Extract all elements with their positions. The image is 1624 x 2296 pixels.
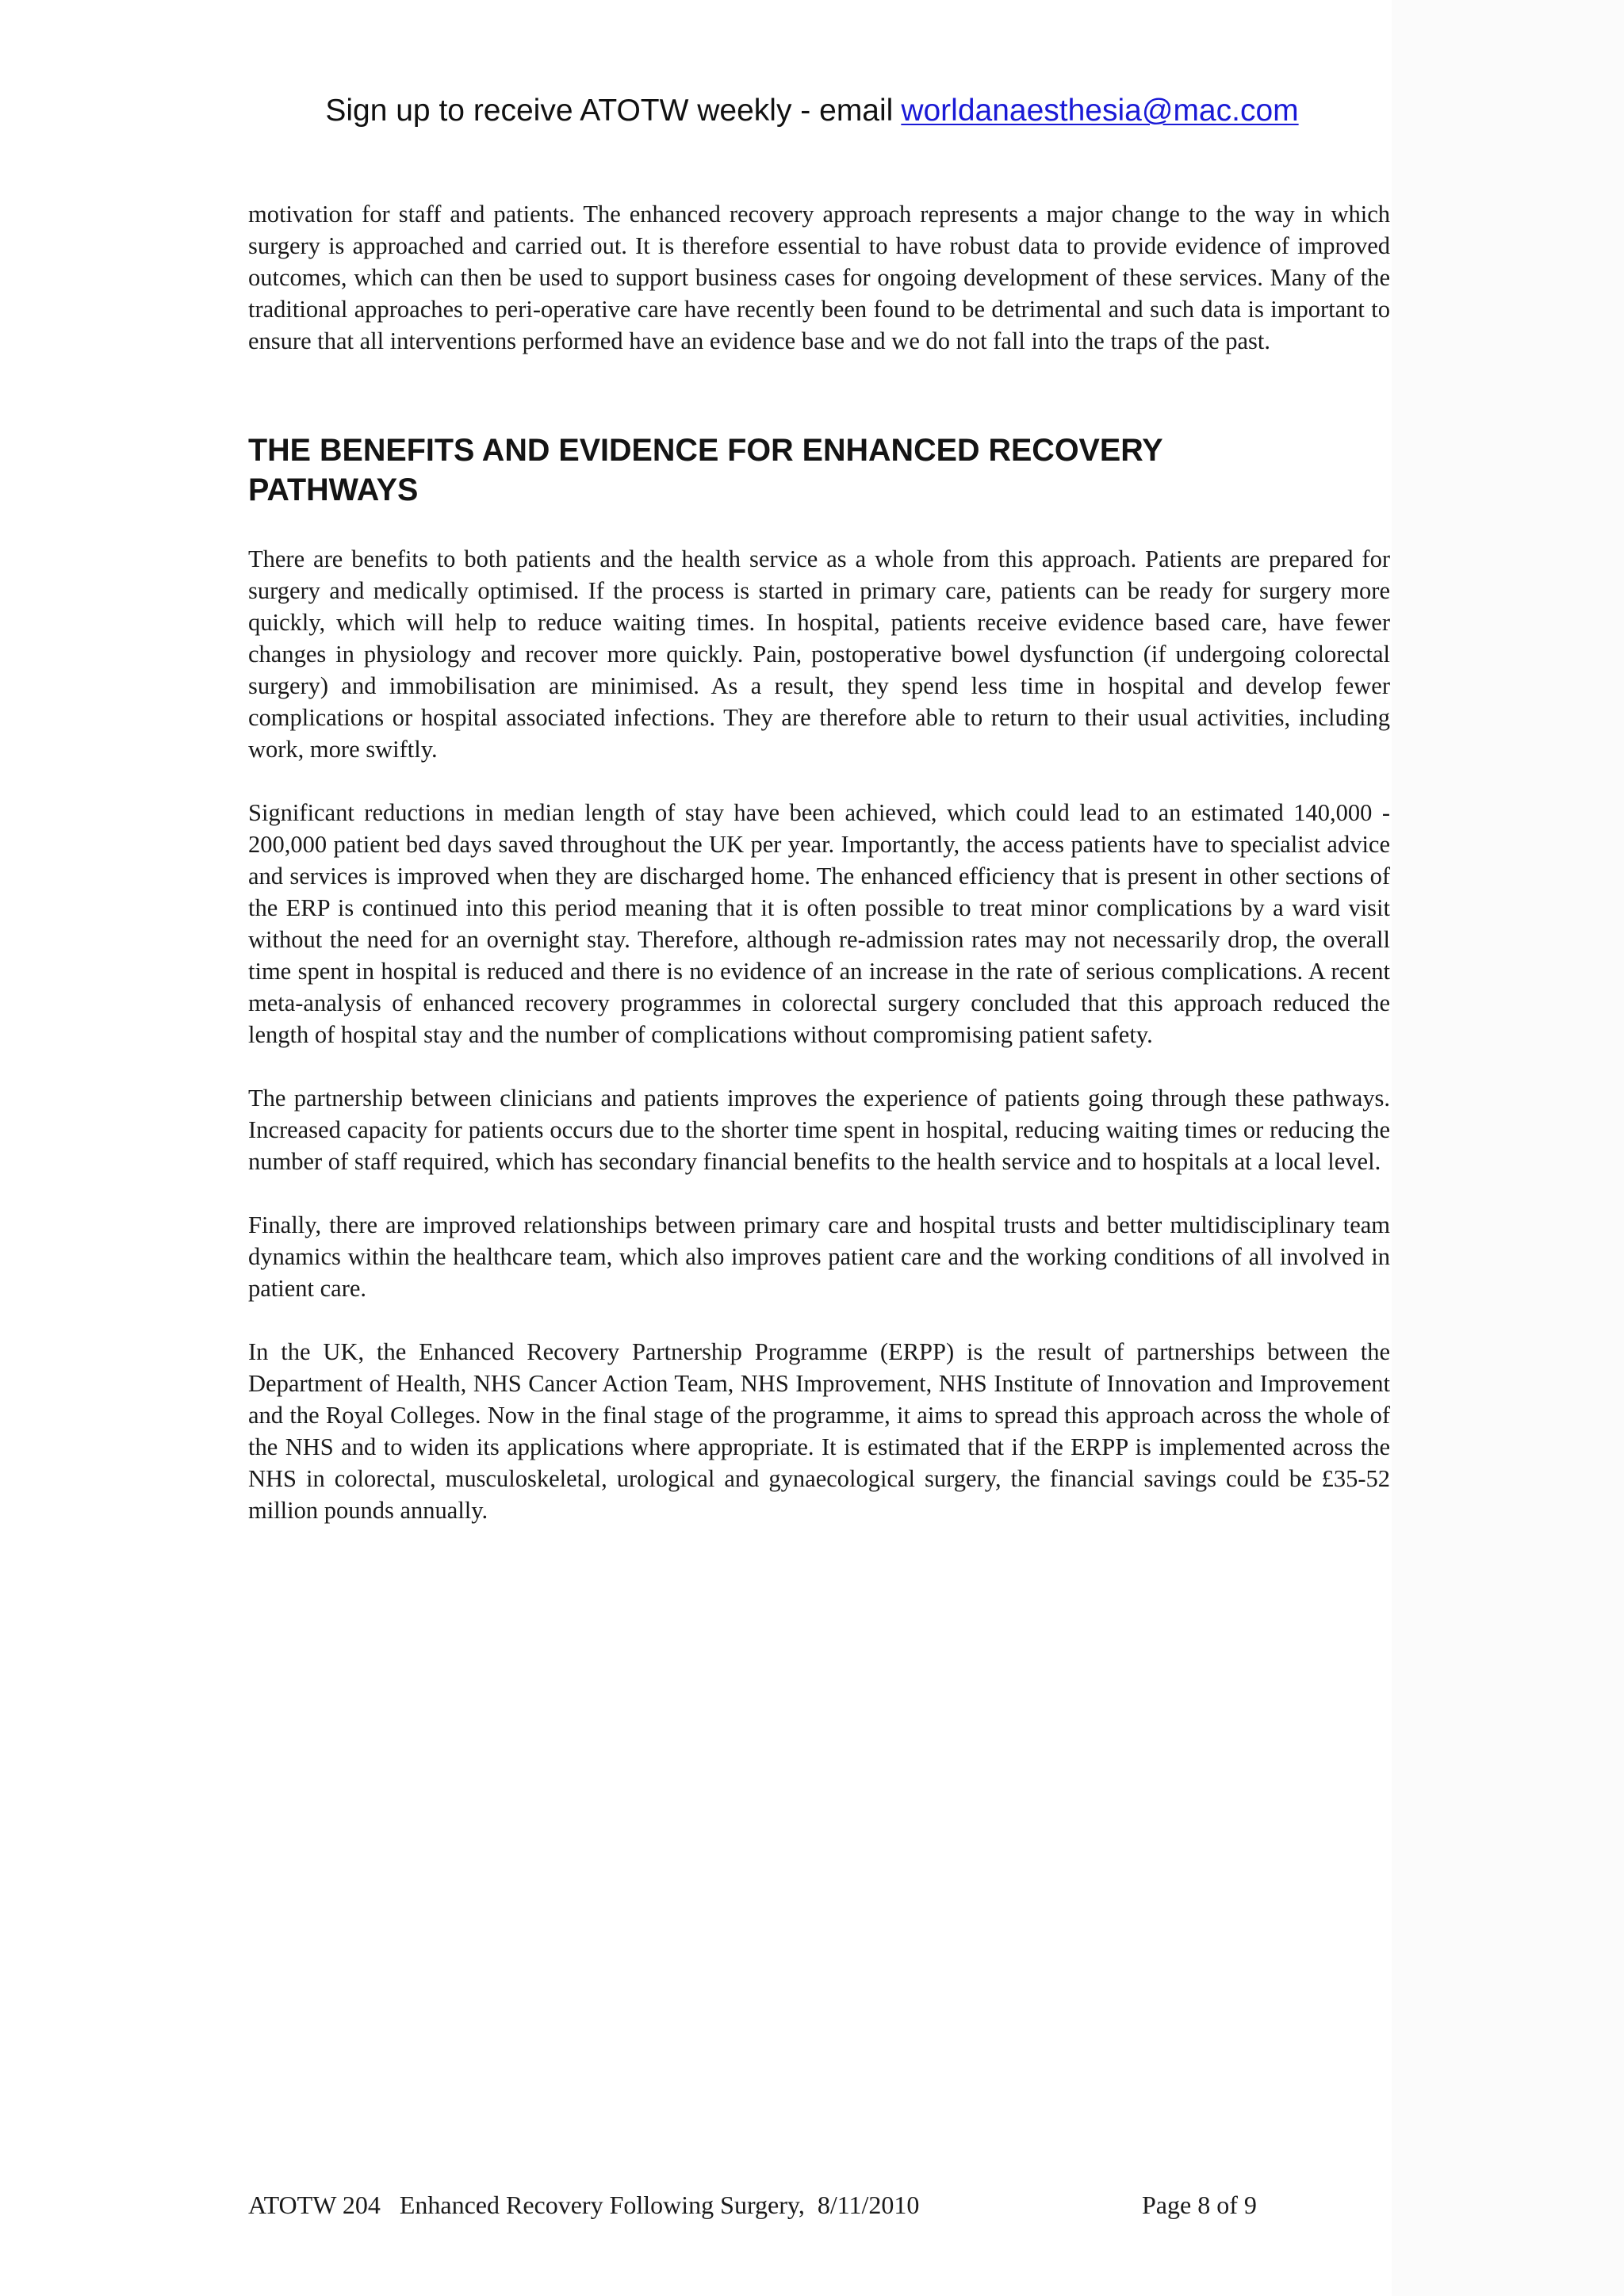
footer-citation: ATOTW 204 Enhanced Recovery Following Surgery, 8/11/2010 <box>248 2191 920 2219</box>
page-edge-shade <box>1392 0 1624 2296</box>
email-link[interactable]: worldanaesthesia@mac.com <box>901 94 1299 128</box>
paragraph-relationships: Finally, there are improved relationships between primary care and hospital trusts and better multidisciplinary team dynamics within the healthcare team, which also improves patient care and the working conditions of all involved in patient care. <box>248 1211 1390 1302</box>
article-body <box>248 198 1390 1526</box>
paragraph-erpp: In the UK, the Enhanced Recovery Partnership Programme (ERPP) is the result of partnerships between the Department of Health, NHS Cancer Action Team, NHS Improvement, NHS Institute of Innovation and Improvement and the Royal Colleges. Now in the final stage of the programme, it aims to spread this approach across the whole of the NHS and to widen its applications where appropriate. It is estimated that if the ERPP is implemented across the NHS in colorectal, musculoskeletal, urological and gynaecological surgery, the financial savings could be £35-52 million pounds annually. <box>248 1338 1390 1524</box>
signup-text: Sign up to receive ATOTW weekly - email <box>325 94 894 128</box>
intro-paragraph: motivation for staff and patients. The enhanced recovery approach represents a major change to the way in which surgery is approached and carried out. It is therefore essential to have robust data to provide evidence of improved outcomes, which can then be used to support business cases for ongoing development of these services. Many of the traditional approaches to peri-operative care have recently been found to be detrimental and such data is important to ensure that all interventions performed have an evidence base and we do not fall into the traps of the past. <box>248 201 1390 354</box>
paragraph-benefits: There are benefits to both patients and the health service as a whole from this approach. Patients are prepared for surgery and medically optimised. If the process is started in primary care, patients can be ready for surgery more quickly, which will help to reduce waiting times. In hospital, patients receive evidence based care, have fewer changes in physiology and recover more quickly. Pain, postoperative bowel dysfunction (if undergoing colorectal surgery) and immobilisation are minimised. As a result, they spend less time in hospital and develop fewer complications or hospital associated infections. They are therefore able to return to their usual activities, including work, more swiftly. <box>248 545 1390 763</box>
signup-banner <box>0 94 1624 128</box>
paragraph-length-of-stay: Significant reductions in median length of stay have been achieved, which could lead to an estimated 140,000 - 200,000 patient bed days saved throughout the UK per year. Importantly, the access patients have to specialist advice and services is improved when they are discharged home. The enhanced efficiency that is present in other sections of the ERP is continued into this period meaning that it is often possible to treat minor complications by a ward visit without the need for an overnight stay. Therefore, although re-admission rates may not necessarily drop, the overall time spent in hospital is reduced and there is no evidence of an increase in the rate of serious complications. A recent meta-analysis of enhanced recovery programmes in colorectal surgery concluded that this approach reduced the length of hospital stay and the number of complications without compromising patient safety. <box>248 799 1390 1048</box>
paragraph-partnership: The partnership between clinicians and patients improves the experience of patients going through these pathways. Increased capacity for patients occurs due to the shorter time spent in hospital, reducing waiting times or reducing the number of staff required, which has secondary financial benefits to the health service and to hospitals at a local level. <box>248 1085 1390 1175</box>
section-heading: THE BENEFITS AND EVIDENCE FOR ENHANCED RECOVERY PATHWAYS <box>248 433 1162 507</box>
footer-page-number: Page 8 of 9 <box>1142 2191 1257 2219</box>
